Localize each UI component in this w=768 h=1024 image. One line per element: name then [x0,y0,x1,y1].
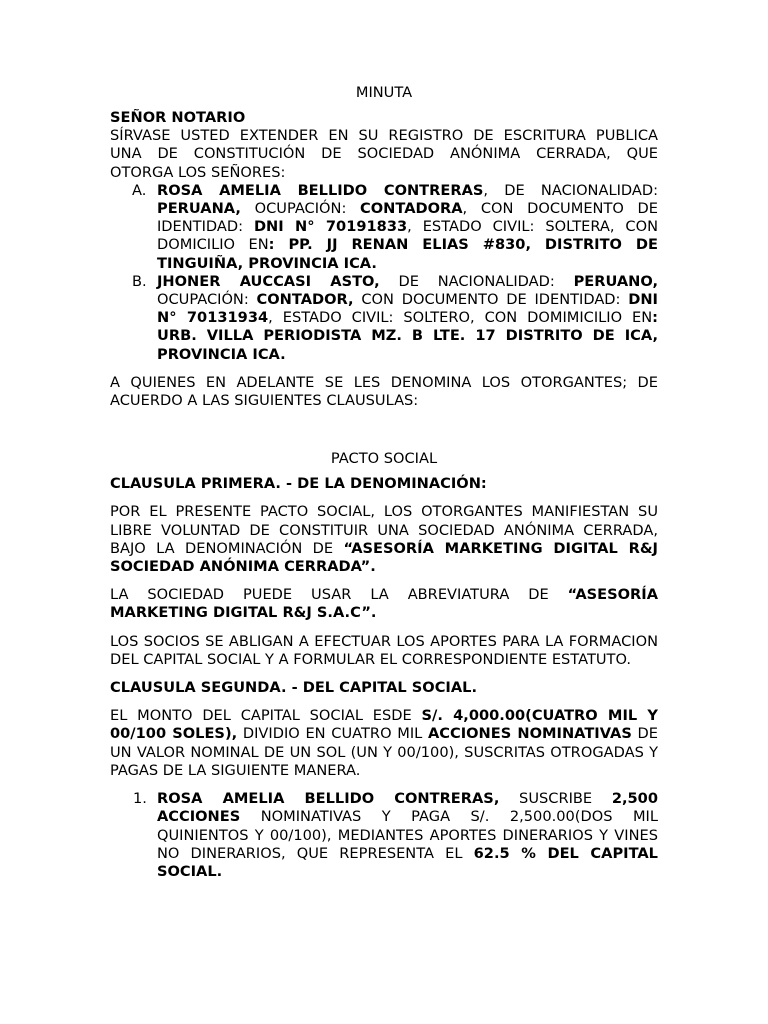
intro-line-2: UNA DE CONSTITUCIÓN DE SOCIEDAD ANÓNIMA CERRADA, QUE [110,145,658,163]
text-fragment: , DE NACIONALIDAD: [483,181,659,199]
text-fragment: OCUPACIÓN: [240,200,361,218]
text-fragment: SUSCRIBE [499,790,612,808]
capital-amount: S/. 4,000.00(CUATRO MIL Y 00/100 SOLES), [110,707,658,743]
text-fragment: , ESTADO CIVIL: SOLTERA, CON DOMICILIO EN [157,218,659,254]
clause-paragraph [110,707,658,780]
document-title: MINUTA [355,84,413,101]
text-fragment: , CON DOCUMENTO DE IDENTIDAD: [157,200,658,236]
spacer [110,410,658,450]
clause-heading: CLAUSULA SEGUNDA. - DEL CAPITAL SOCIAL. [110,679,477,697]
company-abbreviation: “ASESORÍA MARKETING DIGITAL R&J S.A.C”. [110,586,658,622]
section-title: PACTO SOCIAL [330,450,438,468]
text-fragment: , ESTADO CIVIL: SOLTERO, CON DOMIMICILIO EN [268,309,653,327]
addressee: SEÑOR NOTARIO [110,109,246,126]
spacer [110,623,658,633]
intro-line-3: OTORGA LOS SEÑORES: [110,163,286,181]
address: : PP. JJ RENAN ELIAS #830, DISTRITO DE TINGUIÑA, PROVINCIA ICA. [157,236,658,272]
occupation: CONTADORA [360,200,463,218]
dni-number: DNI N° 70131934 [157,291,658,327]
clause-paragraph: LOS SOCIOS SE ABLIGAN A EFECTUAR LOS APORTES PARA LA FORMACION DEL CAPITAL SOCIAL Y A FORMULAR EL CORRESPONDIENTE ESTATUTO. [110,632,658,668]
spacer [110,493,658,503]
list-marker: A. [132,181,147,199]
text-fragment: DIVIDIO EN CUATRO MIL [237,725,428,743]
otorgante-name: ROSA AMELIA BELLIDO CONTRERAS [157,181,484,199]
text-fragment: POR EL PRESENTE PACTO SOCIAL, LOS OTORGANTES MANIFIESTAN SU LIBRE VOLUNTAD DE CONSTITUIR UNA SOCIEDAD ANÓNIMA CERRADA, BAJO LA DENOMINACIÓN DE [110,503,658,557]
spacer [110,576,658,586]
list-marker: 1. [133,790,147,808]
text-fragment: CON DOCUMENTO DE IDENTIDAD: [353,291,629,309]
spacer [110,697,658,707]
nationality: PERUANO, [573,272,659,290]
list-marker: B. [132,272,147,290]
otorgantes-list [110,182,658,364]
address: : URB. VILLA PERIODISTA MZ. B LTE. 17 DISTRITO DE ICA, PROVINCIA ICA. [157,309,659,363]
company-name: “ASESORÍA MARKETING DIGITAL R&J SOCIEDAD ANÓNIMA CERRADA”. [110,539,658,576]
text-fragment: OCUPACIÓN: [157,291,257,309]
clause-paragraph [110,586,658,622]
spacer [110,780,658,790]
clause-heading: CLAUSULA PRIMERA. - DE LA DENOMINACIÓN: [110,475,487,493]
denomina-paragraph: A QUIENES EN ADELANTE SE LES DENOMINA LOS OTORGANTES; DE ACUERDO A LAS SIGUIENTES CLAUSULAS: [110,373,658,410]
dni-number: DNI N° 70191833 [253,218,408,236]
nationality: PERUANA, [157,200,241,218]
spacer [110,669,658,679]
text-fragment: NOMINATIVAS Y PAGA S/. 2,500.00(DOS MIL QUINIENTOS Y 00/100), MEDIANTES APORTES DINERARIOS Y VINES NO DINERARIOS, QUE REPRESENTA EL [157,808,658,862]
list-item [110,790,658,881]
intro-line-1: SÍRVASE USTED EXTENDER EN SU REGISTRO DE ESCRITURA PUBLICA [110,127,658,145]
subscription-list [110,790,658,881]
list-item [110,273,658,364]
capital-percent: 62.5 % DEL CAPITAL SOCIAL. [157,844,658,880]
occupation: CONTADOR, [256,291,354,309]
text-fragment: DE NACIONALIDAD: [379,272,574,290]
text-fragment: DE UN VALOR NOMINAL DE UN SOL (UN Y 00/100), SUSCRITAS OTROGADAS Y PAGAS DE LA SIGUIENTE MANERA. [110,725,659,779]
spacer [110,364,658,374]
subscriber-name: ROSA AMELIA BELLIDO CONTRERAS, [157,790,500,808]
list-item [110,182,658,273]
otorgante-name: JHONER AUCCASI ASTO, [157,272,380,290]
clause-paragraph [110,503,658,576]
share-count: 2,500 ACCIONES [157,790,658,826]
text-fragment: EL MONTO DEL CAPITAL SOCIAL ESDE [110,707,422,725]
shares-type: ACCIONES NOMINATIVAS [428,725,632,743]
text-fragment: LA SOCIEDAD PUEDE USAR LA ABREVIATURA DE [110,586,568,604]
